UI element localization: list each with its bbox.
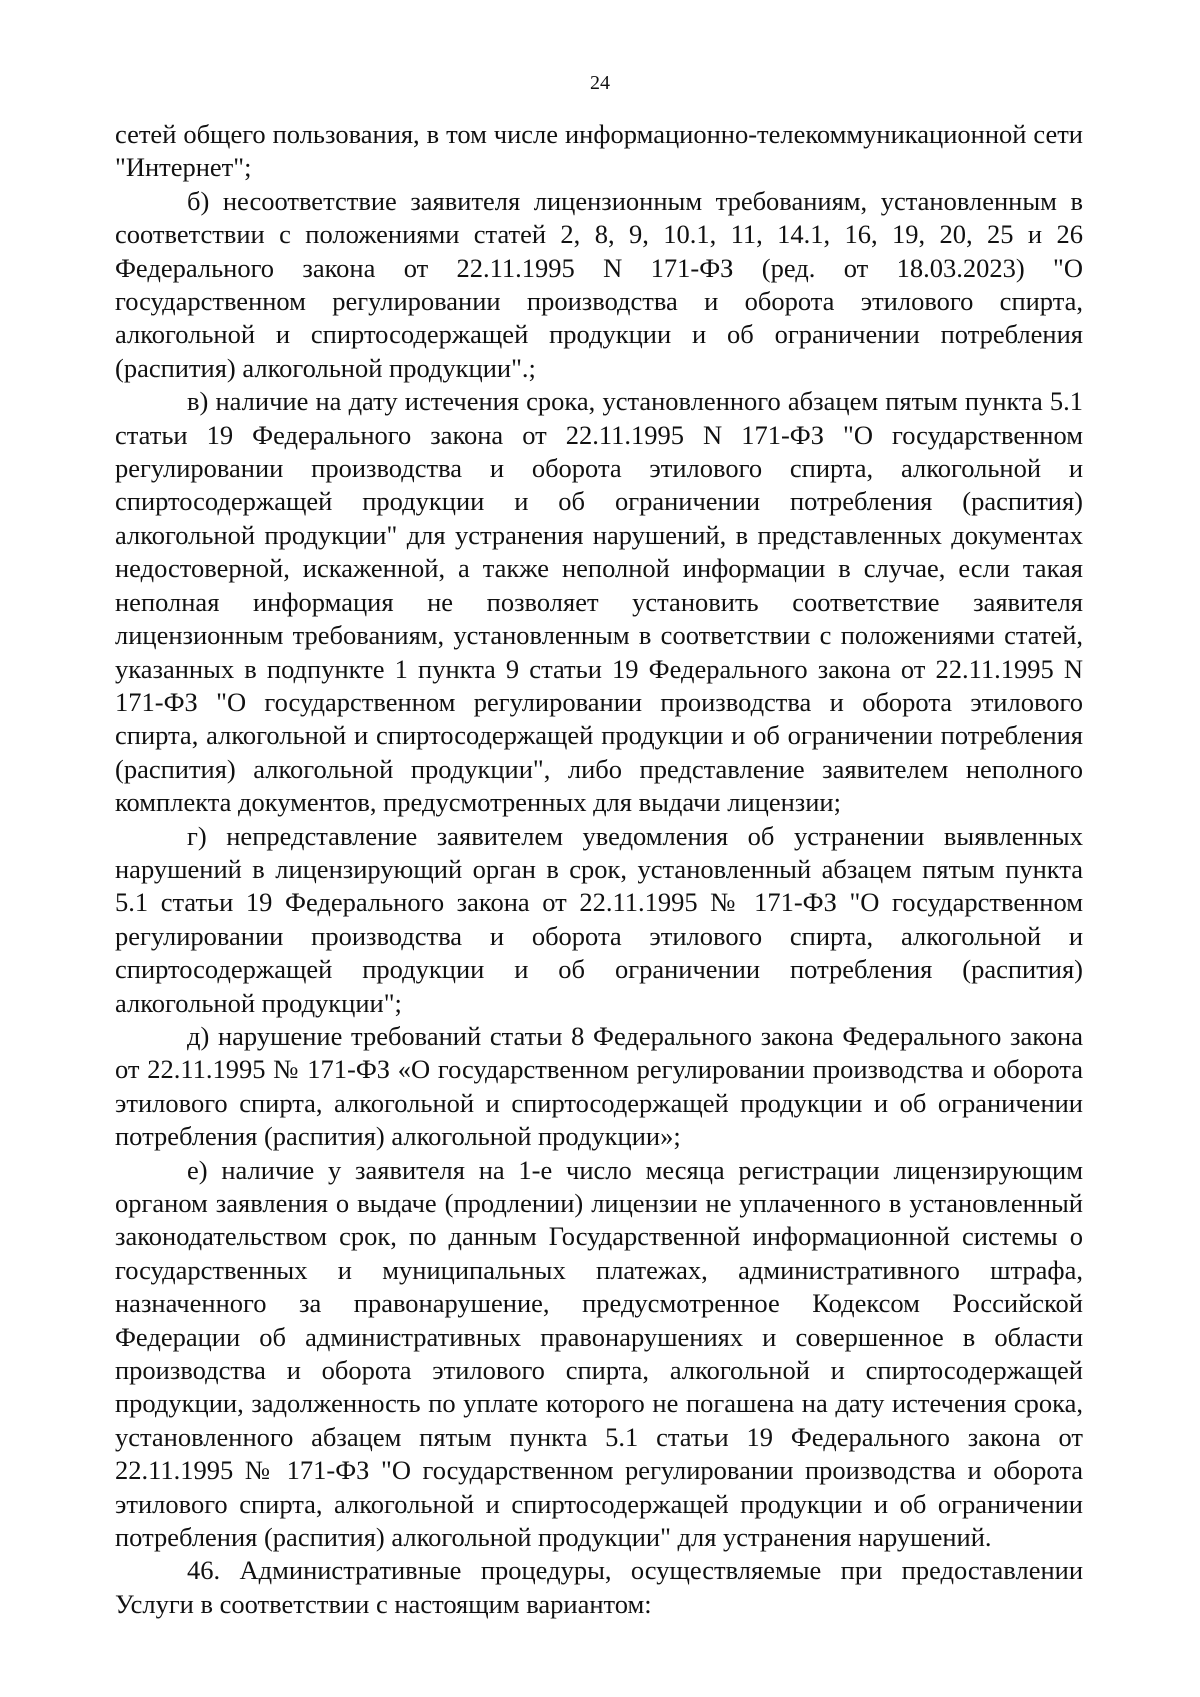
paragraph-46: 46. Административные процедуры, осуществляемые при предоставлении Услуги в соответствии с настоящим вариантом:	[115, 1555, 1083, 1619]
paragraph-item-g: г) непредставление заявителем уведомления об устранении выявленных нарушений в лицензирующий орган в срок, установленный абзацем пятым пункта 5.1 статьи 19 Федерального закона от 22.11.1995 № 171-ФЗ "О государственном регулировании производства и оборота этилового спирта, алкогольной и спиртосодержащей продукции и об ограничении потребления (распития) алкогольной продукции";	[115, 820, 1083, 1018]
document-body	[115, 118, 1083, 1621]
page-number: 24	[590, 72, 610, 94]
paragraph-item-e: е) наличие у заявителя на 1-е число месяца регистрации лицензирующим органом заявления о выдаче (продлении) лицензии не уплаченного в установленный законодательством срок, по данным Государственной информационной системы о государственных и муниципальных платежах, административного штрафа, назначенного за правонарушение, предусмотренное Кодексом Российской Федерации об административных правонарушениях и совершенное в области производства и оборота этилового спирта, алкогольной и спиртосодержащей продукции, задолженность по уплате которого не погашена на дату истечения срока, установленного абзацем пятым пункта 5.1 статьи 19 Федерального закона от 22.11.1995 № 171-ФЗ "О государственном регулировании производства и оборота этилового спирта, алкогольной и спиртосодержащей продукции и об ограничении потребления (распития) алкогольной продукции" для устранения нарушений.	[115, 1154, 1083, 1553]
paragraph-continuation: сетей общего пользования, в том числе информационно-телекоммуникационной сети "Интернет";	[115, 119, 1083, 183]
paragraph-item-d: д) нарушение требований статьи 8 Федерального закона Федерального закона от 22.11.1995 № 171-ФЗ «О государственном регулировании производства и оборота этилового спирта, алкогольной и спиртосодержащей продукции и об ограничении потребления (распития) алкогольной продукции»;	[115, 1020, 1083, 1152]
paragraph-item-v: в) наличие на дату истечения срока, установленного абзацем пятым пункта 5.1 статьи 19 Федерального закона от 22.11.1995 N 171-ФЗ "О государственном регулировании производства и оборота этилового спирта, алкогольной и спиртосодержащей продукции и об ограничении потребления (распития) алкогольной продукции" для устранения нарушений, в представленных документах недостоверной, искаженной, а также неполной информации в случае, если такая неполная информация не позволяет установить соответствие заявителя лицензионным требованиям, установленным в соответствии с положениями статей, указанных в подпункте 1 пункта 9 статьи 19 Федерального закона от 22.11.1995 N 171-ФЗ "О государственном регулировании производства и оборота этилового спирта, алкогольной и спиртосодержащей продукции и об ограничении потребления (распития) алкогольной продукции", либо представление заявителем неполного комплекта документов, предусмотренных для выдачи лицензии;	[115, 386, 1083, 818]
paragraph-item-b: б) несоответствие заявителя лицензионным требованиям, установленным в соответствии с положениями статей 2, 8, 9, 10.1, 11, 14.1, 16, 19, 20, 25 и 26 Федерального закона от 22.11.1995 N 171-ФЗ (ред. от 18.03.2023) "О государственном регулировании производства и оборота этилового спирта, алкогольной и спиртосодержащей продукции и об ограничении потребления (распития) алкогольной продукции".;	[115, 185, 1083, 383]
